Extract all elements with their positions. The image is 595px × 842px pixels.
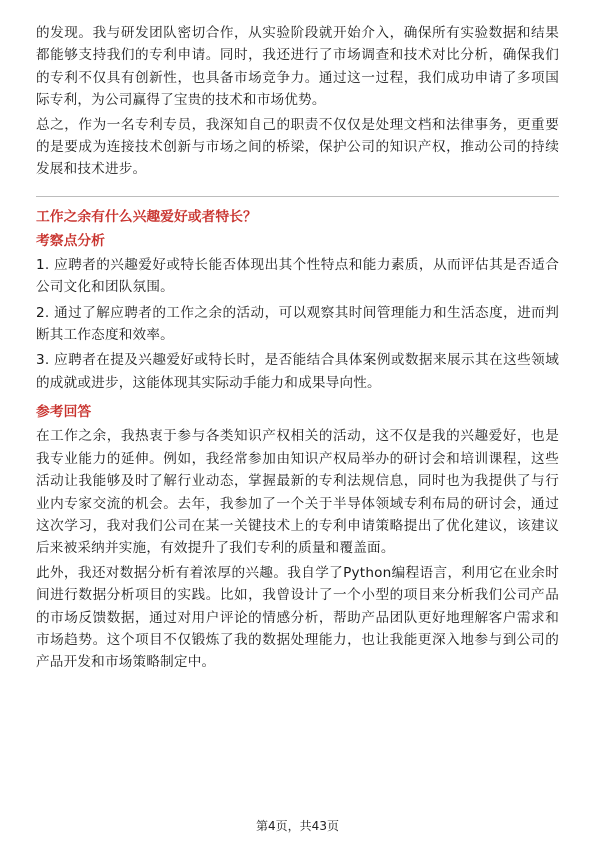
document-page [36,22,559,676]
page-number: 第4页，共43页 [256,819,339,833]
intro-paragraph-1: 的发现。我与研发团队密切合作，从实验阶段就开始介入，确保所有实验数据和结果都能够支持我们的专利申请。同时，我还进行了市场调查和技术对比分析，确保我们的专利不仅具有创新性，也具备市场竞争力。通过这一过程，我们成功申请了多项国际专利，为公司赢得了宝贵的技术和市场优势。 [36,25,559,109]
answer-heading: 参考回答 [36,404,92,421]
analysis-item-2: 2. 通过了解应聘者的工作之余的活动，可以观察其时间管理能力和生活态度，进而判断其工作态度和效率。 [36,304,559,344]
question-title: 工作之余有什么兴趣爱好或者特长？ [36,208,257,225]
section-divider [36,196,559,197]
analysis-item-3: 3. 应聘者在提及兴趣爱好或特长时，是否能结合具体案例或数据来展示其在这些领域的成就或进步，这能体现其实际动手能力和成果导向性。 [36,352,559,391]
answer-paragraph-2: 此外，我还对数据分析有着浓厚的兴趣。我自学了Python编程语言，利用它在业余时间进行数据分析项目的实践。比如，我曾设计了一个小型的项目来分析我们公司产品的市场反馈数据，通过对用户评论的情感分析，帮助产品团队更好地理解客户需求和市场趋势。这个项目不仅锻炼了我的数据处理能力，也让我能更深入地参与到公司的产品开发和市场策略制定中。 [36,564,559,671]
answer-paragraph-1: 在工作之余，我热衷于参与各类知识产权相关的活动，这不仅是我的兴趣爱好，也是我专业能力的延伸。例如，我经常参加由知识产权局举办的研讨会和培训课程，这些活动让我能够及时了解行业动态，掌握最新的专利法规信息，同时也为我提供了与行业内专家交流的机会。去年，我参加了一个关于半导体领域专利布局的研讨会，通过这次学习，我对我们公司在某一关键技术上的专利申请策略提出了优化建议，该建议后来被采纳并实施，有效提升了我们专利的质量和覆盖面。 [36,428,559,557]
intro-paragraph-2: 总之，作为一名专利专员，我深知自己的职责不仅仅是处理文档和法律事务，更重要的是要成为连接技术创新与市场之间的桥梁，保护公司的知识产权，推动公司的持续发展和技术进步。 [36,116,559,178]
analysis-heading: 考察点分析 [36,232,105,249]
analysis-item-1: 1. 应聘者的兴趣爱好或特长能否体现出其个性特点和能力素质，从而评估其是否适合公司文化和团队氛围。 [36,256,559,296]
